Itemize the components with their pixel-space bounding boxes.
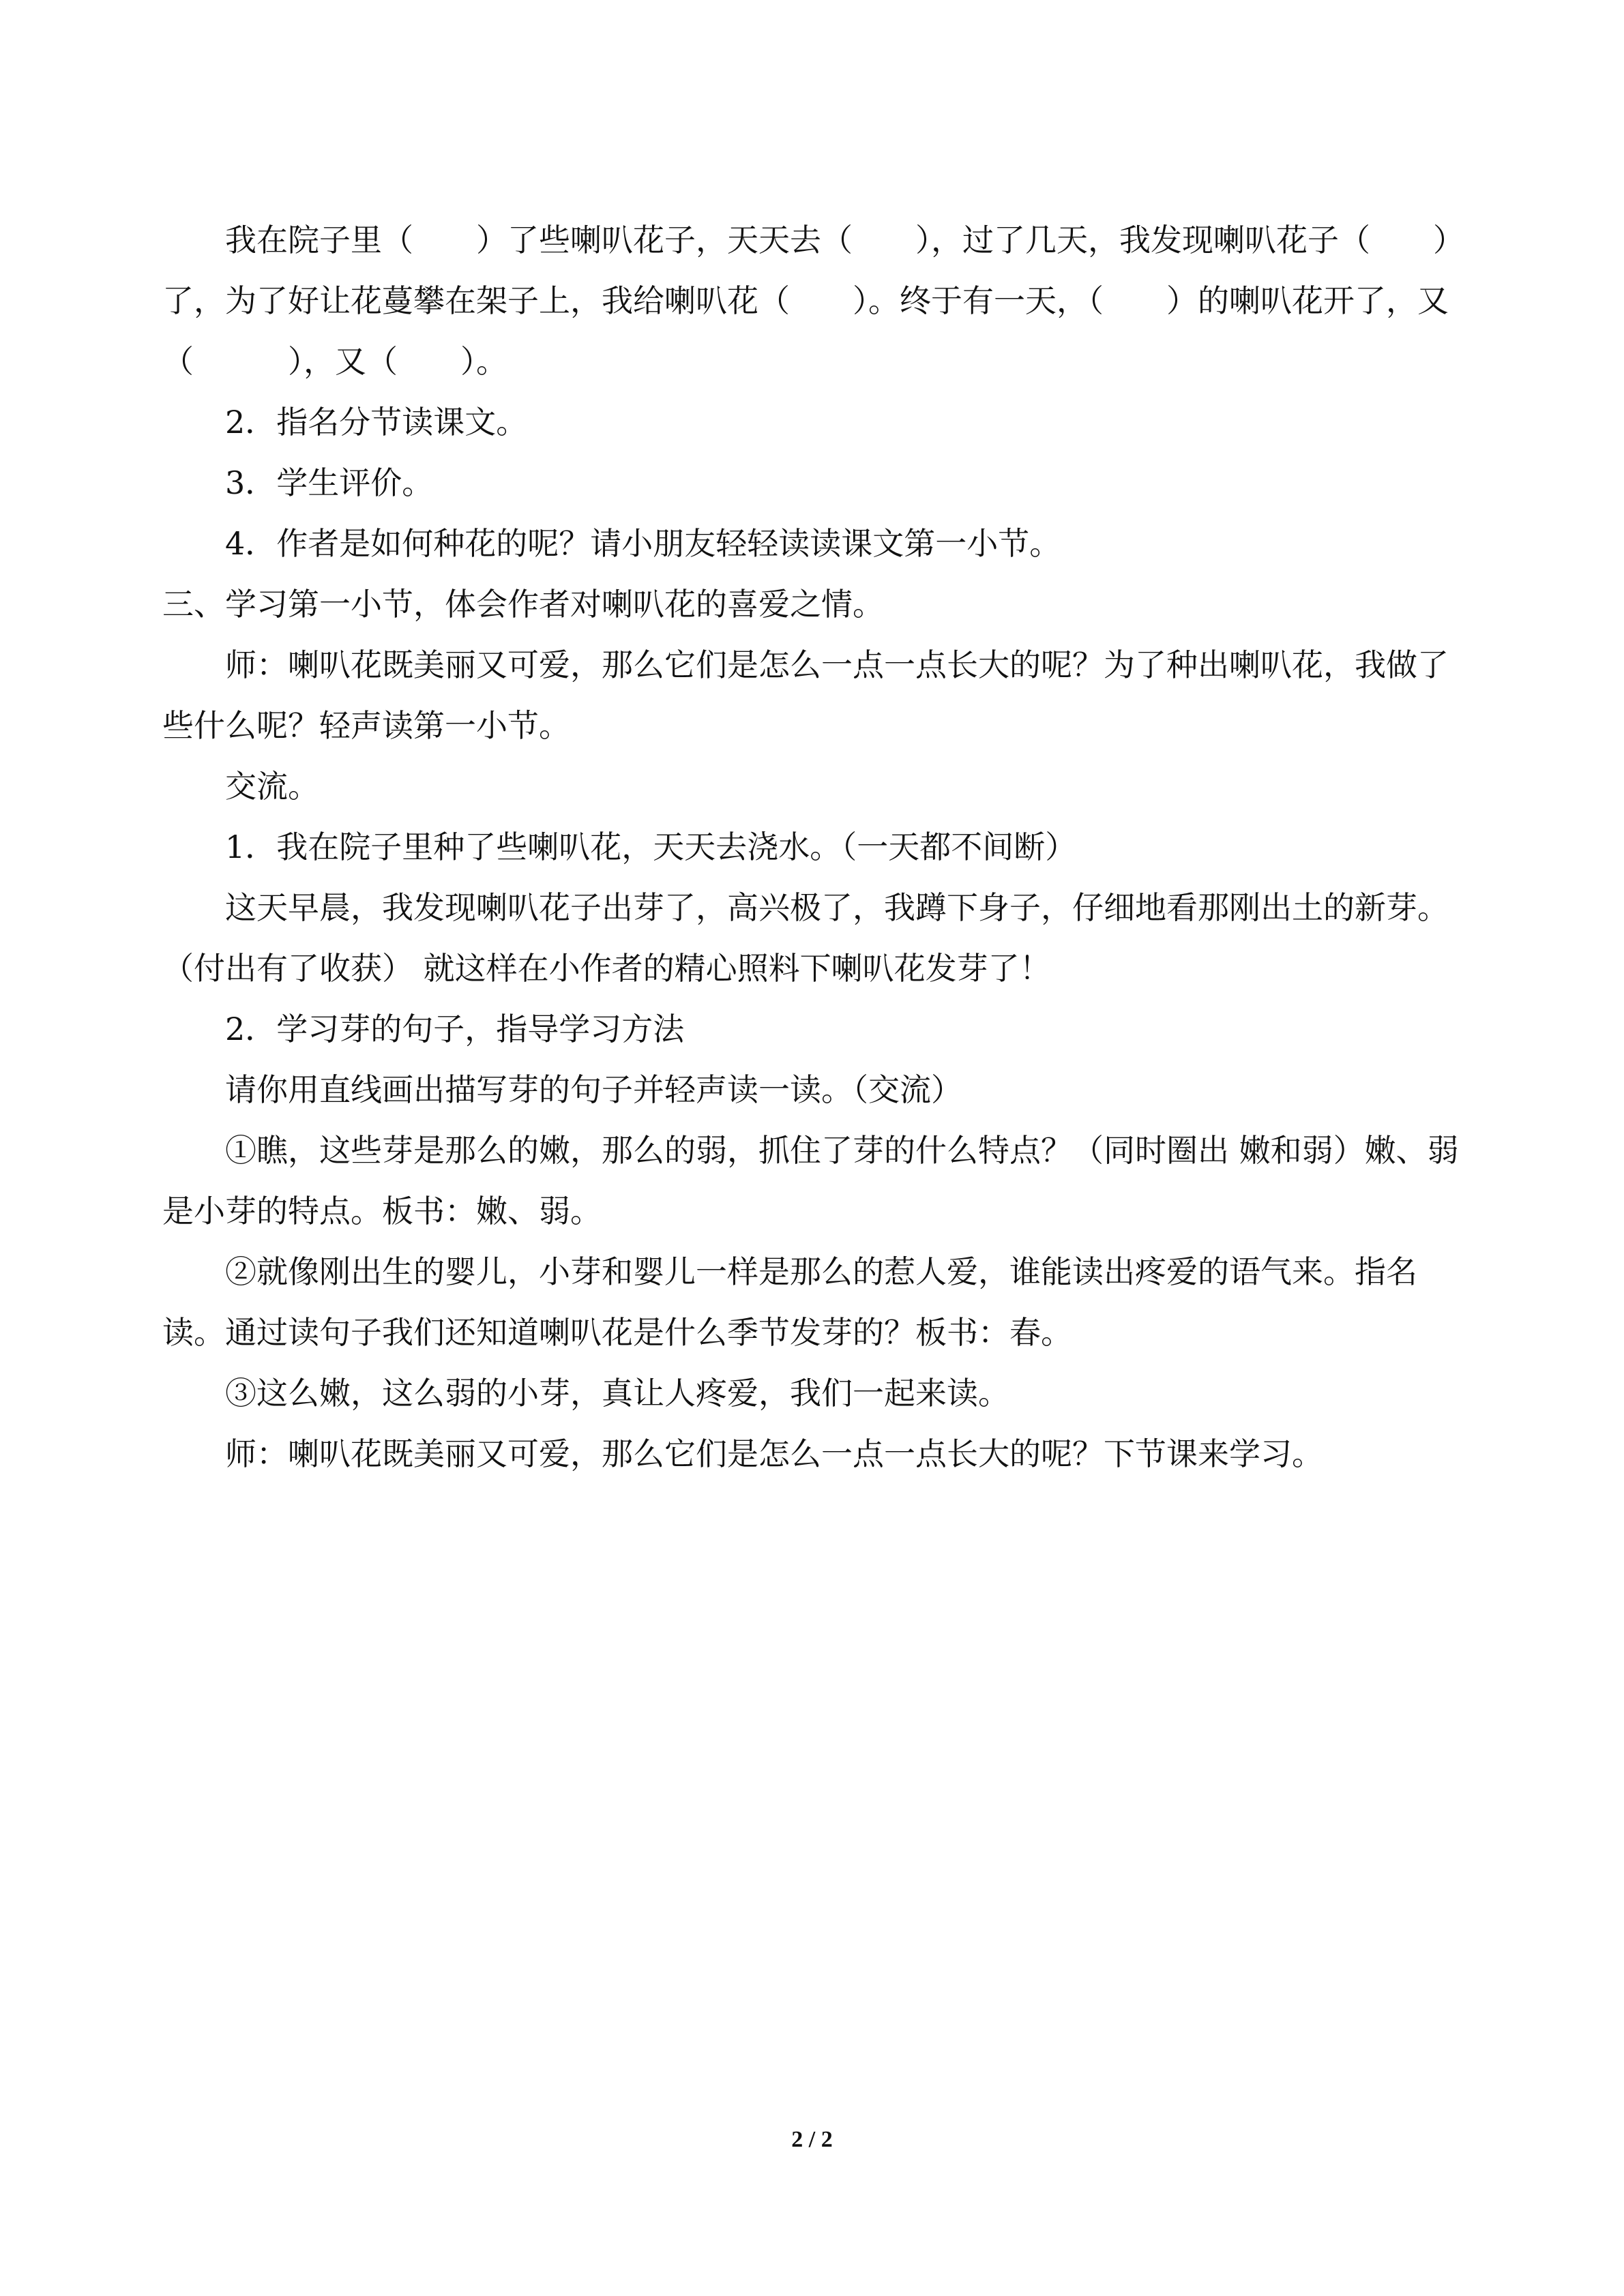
paragraph-teacher-intro: 师：喇叭花既美丽又可爱，那么它们是怎么一点一点长大的呢？为了种出喇叭花，我做了些什么呢？轻声读第一小节。 [162, 646, 1449, 744]
paragraph-draw-line: 请你用直线画出描写芽的句子并轻声读一读。（交流） [225, 1071, 962, 1108]
paragraph-fill-in-blanks: 我在院子里（ ）了些喇叭花子，天天去（ ），过了几天，我发现喇叭花子（ ）了，为了好让花蔓攀在架子上，我给喇叭花（ ）。终于有一天，（ ）的喇叭花开了，又（ ），又（ ）。 [162, 222, 1464, 380]
paragraph-step-2: 2．指名分节读课文。 [225, 404, 528, 441]
section-heading-3: 三、学习第一小节，体会作者对喇叭花的喜爱之情。 [162, 586, 884, 623]
paragraph-point-2: 2．学习芽的句子，指导学习方法 [225, 1011, 685, 1047]
page-number: 2 / 2 [791, 2127, 833, 2152]
paragraph-teacher-closing: 师：喇叭花既美丽又可爱，那么它们是怎么一点一点长大的呢？下节课来学习。 [225, 1435, 1323, 1472]
paragraph-circled-3: ③这么嫩，这么弱的小芽，真让人疼爱，我们一起来读。 [225, 1375, 1009, 1412]
document-body [162, 210, 1475, 1485]
paragraph-exchange: 交流。 [225, 768, 319, 805]
paragraph-step-4: 4．作者是如何种花的呢？请小朋友轻轻读读课文第一小节。 [225, 525, 1061, 562]
paragraph-point-1: 1．我在院子里种了些喇叭花，天天去浇水。（一天都不间断） [225, 829, 1077, 865]
paragraph-circled-2: ②就像刚出生的婴儿，小芽和婴儿一样是那么的惹人爱，谁能读出疼爱的语气来。指名读。通过读句子我们还知道喇叭花是什么季节发芽的？板书：春。 [162, 1253, 1417, 1351]
paragraph-morning: 这天早晨，我发现喇叭花子出芽了，高兴极了，我蹲下身子，仔细地看那刚出土的新芽。（付出有了收获） 就这样在小作者的精心照料下喇叭花发芽了！ [162, 889, 1449, 987]
paragraph-step-3: 3．学生评价。 [225, 464, 434, 501]
paragraph-circled-1: ①瞧，这些芽是那么的嫩，那么的弱，抓住了芽的什么特点？（同时圈出 嫩和弱）嫩、弱是小芽的特点。板书：嫩、弱。 [162, 1132, 1459, 1229]
